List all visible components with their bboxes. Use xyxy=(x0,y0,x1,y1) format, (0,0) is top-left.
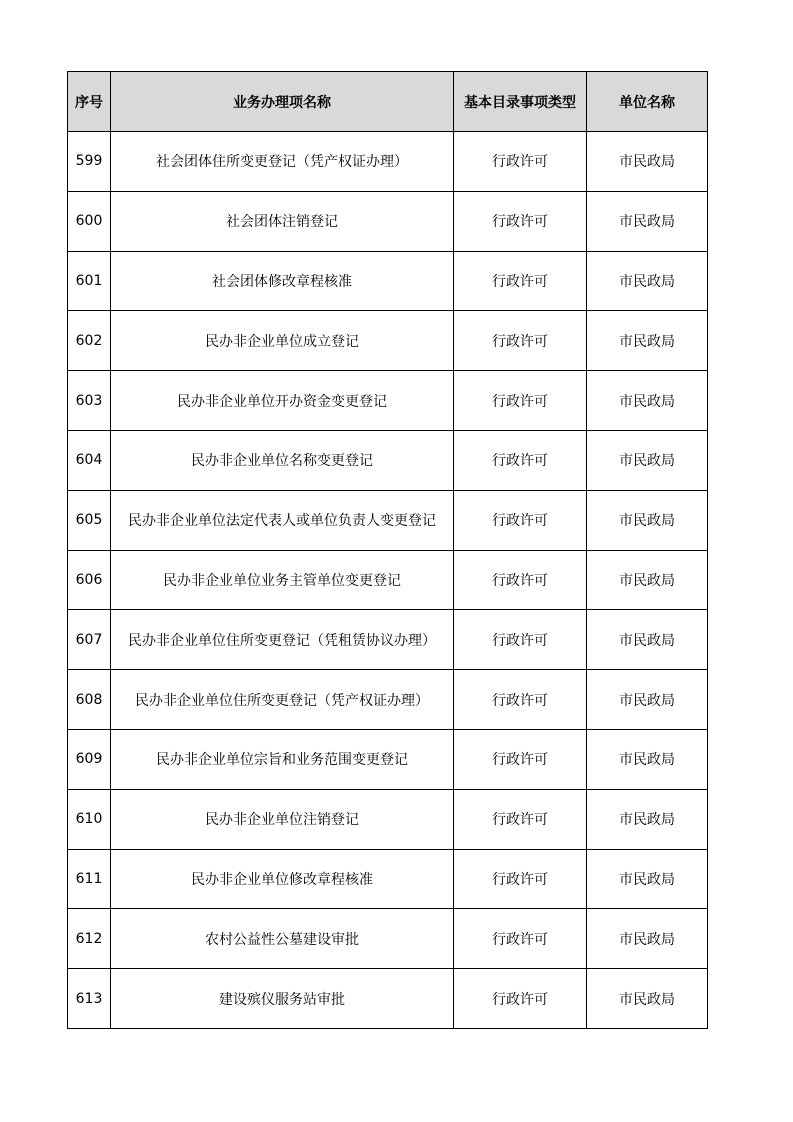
table-row xyxy=(68,371,708,431)
cell-item-type: 行政许可 xyxy=(454,251,587,311)
cell-item-name: 民办非企业单位成立登记 xyxy=(111,311,454,371)
table-header-row xyxy=(68,72,708,132)
cell-item-type: 行政许可 xyxy=(454,729,587,789)
cell-unit-name: 市民政局 xyxy=(587,311,708,371)
cell-unit-name: 市民政局 xyxy=(587,371,708,431)
table-row xyxy=(68,132,708,192)
header-item-type: 基本目录事项类型 xyxy=(454,72,587,132)
cell-item-name: 建设殡仪服务站审批 xyxy=(111,969,454,1029)
cell-serial-number: 606 xyxy=(68,550,111,610)
cell-serial-number: 613 xyxy=(68,969,111,1029)
cell-item-name: 民办非企业单位住所变更登记（凭租赁协议办理） xyxy=(111,610,454,670)
cell-serial-number: 602 xyxy=(68,311,111,371)
cell-item-name: 民办非企业单位住所变更登记（凭产权证办理） xyxy=(111,670,454,730)
table-row xyxy=(68,610,708,670)
cell-unit-name: 市民政局 xyxy=(587,251,708,311)
cell-item-name: 社会团体修改章程核准 xyxy=(111,251,454,311)
cell-unit-name: 市民政局 xyxy=(587,909,708,969)
cell-item-type: 行政许可 xyxy=(454,550,587,610)
table-row xyxy=(68,909,708,969)
table-row xyxy=(68,251,708,311)
cell-item-name: 民办非企业单位开办资金变更登记 xyxy=(111,371,454,431)
header-serial-number: 序号 xyxy=(68,72,111,132)
cell-unit-name: 市民政局 xyxy=(587,670,708,730)
cell-item-type: 行政许可 xyxy=(454,909,587,969)
cell-unit-name: 市民政局 xyxy=(587,550,708,610)
table-row xyxy=(68,670,708,730)
cell-serial-number: 600 xyxy=(68,191,111,251)
table-row xyxy=(68,550,708,610)
table-row xyxy=(68,191,708,251)
table-row xyxy=(68,729,708,789)
cell-serial-number: 605 xyxy=(68,490,111,550)
cell-serial-number: 603 xyxy=(68,371,111,431)
cell-unit-name: 市民政局 xyxy=(587,969,708,1029)
table-row xyxy=(68,311,708,371)
cell-unit-name: 市民政局 xyxy=(587,789,708,849)
cell-unit-name: 市民政局 xyxy=(587,849,708,909)
cell-item-name: 社会团体注销登记 xyxy=(111,191,454,251)
header-unit-name: 单位名称 xyxy=(587,72,708,132)
cell-serial-number: 611 xyxy=(68,849,111,909)
cell-item-name: 社会团体住所变更登记（凭产权证办理） xyxy=(111,132,454,192)
cell-serial-number: 612 xyxy=(68,909,111,969)
cell-unit-name: 市民政局 xyxy=(587,430,708,490)
cell-unit-name: 市民政局 xyxy=(587,132,708,192)
cell-serial-number: 604 xyxy=(68,430,111,490)
cell-item-name: 民办非企业单位修改章程核准 xyxy=(111,849,454,909)
cell-item-type: 行政许可 xyxy=(454,490,587,550)
cell-unit-name: 市民政局 xyxy=(587,191,708,251)
cell-item-name: 民办非企业单位注销登记 xyxy=(111,789,454,849)
cell-item-name: 民办非企业单位法定代表人或单位负责人变更登记 xyxy=(111,490,454,550)
cell-serial-number: 610 xyxy=(68,789,111,849)
cell-unit-name: 市民政局 xyxy=(587,729,708,789)
cell-item-name: 民办非企业单位宗旨和业务范围变更登记 xyxy=(111,729,454,789)
cell-item-type: 行政许可 xyxy=(454,191,587,251)
cell-item-type: 行政许可 xyxy=(454,371,587,431)
cell-item-type: 行政许可 xyxy=(454,849,587,909)
cell-item-type: 行政许可 xyxy=(454,430,587,490)
cell-unit-name: 市民政局 xyxy=(587,490,708,550)
cell-item-type: 行政许可 xyxy=(454,610,587,670)
cell-serial-number: 609 xyxy=(68,729,111,789)
table-row xyxy=(68,969,708,1029)
cell-item-name: 农村公益性公墓建设审批 xyxy=(111,909,454,969)
cell-item-name: 民办非企业单位业务主管单位变更登记 xyxy=(111,550,454,610)
table-row xyxy=(68,430,708,490)
cell-item-type: 行政许可 xyxy=(454,670,587,730)
cell-item-name: 民办非企业单位名称变更登记 xyxy=(111,430,454,490)
cell-serial-number: 607 xyxy=(68,610,111,670)
service-catalog-table xyxy=(67,71,708,1029)
cell-item-type: 行政许可 xyxy=(454,311,587,371)
cell-item-type: 行政许可 xyxy=(454,789,587,849)
table-row xyxy=(68,490,708,550)
table-row xyxy=(68,849,708,909)
cell-serial-number: 599 xyxy=(68,132,111,192)
cell-serial-number: 608 xyxy=(68,670,111,730)
cell-serial-number: 601 xyxy=(68,251,111,311)
cell-unit-name: 市民政局 xyxy=(587,610,708,670)
header-item-name: 业务办理项名称 xyxy=(111,72,454,132)
cell-item-type: 行政许可 xyxy=(454,969,587,1029)
table-row xyxy=(68,789,708,849)
cell-item-type: 行政许可 xyxy=(454,132,587,192)
